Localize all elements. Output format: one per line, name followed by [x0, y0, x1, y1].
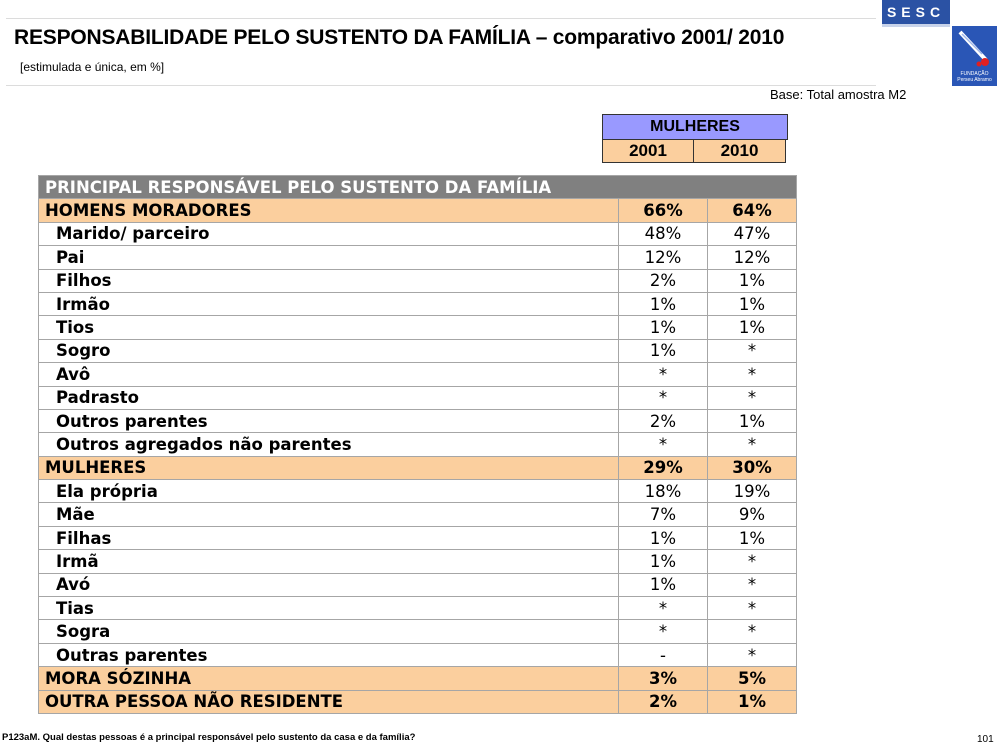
table-row [39, 550, 797, 573]
value-2010: * [708, 339, 797, 362]
row-label: Avó [39, 573, 619, 596]
group-row [39, 690, 797, 713]
row-label: Sogro [39, 339, 619, 362]
row-label: HOMENS MORADORES [39, 199, 619, 222]
value-2001: 48% [619, 222, 708, 245]
value-2001: 29% [619, 456, 708, 479]
header-group-label: MULHERES [602, 114, 788, 140]
value-2010: * [708, 386, 797, 409]
table-row [39, 433, 797, 456]
value-2001: * [619, 433, 708, 456]
row-label: Sogra [39, 620, 619, 643]
fundacao-emblem-icon [952, 26, 997, 71]
value-2001: 2% [619, 269, 708, 292]
table-row [39, 620, 797, 643]
value-2010: * [708, 433, 797, 456]
value-2001: 3% [619, 667, 708, 690]
row-label: Outros agregados não parentes [39, 433, 619, 456]
group-row [39, 199, 797, 222]
value-2001: 1% [619, 292, 708, 315]
row-label: Tios [39, 316, 619, 339]
value-2001: 7% [619, 503, 708, 526]
table-row [39, 386, 797, 409]
group-row [39, 667, 797, 690]
value-2001: 66% [619, 199, 708, 222]
value-2001: * [619, 363, 708, 386]
value-2010: 1% [708, 316, 797, 339]
table-row [39, 480, 797, 503]
row-label: Filhas [39, 526, 619, 549]
section-header-row [39, 176, 797, 199]
value-2001: 18% [619, 480, 708, 503]
data-table [38, 175, 797, 714]
table-row [39, 597, 797, 620]
row-label: Ela própria [39, 480, 619, 503]
row-label: Outros parentes [39, 409, 619, 432]
row-label: Tias [39, 597, 619, 620]
fundacao-logo-text: FUNDAÇÃO Perseu Abramo [957, 71, 992, 83]
value-2001: - [619, 643, 708, 666]
row-label: MORA SÓZINHA [39, 667, 619, 690]
value-2001: * [619, 620, 708, 643]
row-label: Irmão [39, 292, 619, 315]
value-2010: 47% [708, 222, 797, 245]
row-label: MULHERES [39, 456, 619, 479]
table-row [39, 292, 797, 315]
value-2010: * [708, 620, 797, 643]
value-2001: 1% [619, 526, 708, 549]
sesc-logo: SESC [882, 0, 950, 27]
value-2010: 9% [708, 503, 797, 526]
base-note: Base: Total amostra M2 [770, 87, 907, 102]
table-row [39, 643, 797, 666]
value-2001: 2% [619, 409, 708, 432]
value-2010: 12% [708, 246, 797, 269]
header-years [602, 140, 788, 163]
row-label: Outras parentes [39, 643, 619, 666]
section-title: PRINCIPAL RESPONSÁVEL PELO SUSTENTO DA FAMÍLIA [39, 176, 797, 199]
header-year-2010: 2010 [694, 140, 786, 163]
row-label: OUTRA PESSOA NÃO RESIDENTE [39, 690, 619, 713]
row-label: Mãe [39, 503, 619, 526]
value-2010: * [708, 363, 797, 386]
value-2001: 1% [619, 316, 708, 339]
header-year-2001: 2001 [602, 140, 694, 163]
value-2010: * [708, 550, 797, 573]
value-2010: * [708, 573, 797, 596]
footer-question: P123aM. Qual destas pessoas é a principal responsável pelo sustento da casa e da família? [2, 732, 416, 743]
value-2010: 19% [708, 480, 797, 503]
value-2010: 30% [708, 456, 797, 479]
value-2001: * [619, 386, 708, 409]
row-label: Filhos [39, 269, 619, 292]
value-2010: * [708, 597, 797, 620]
table-row [39, 573, 797, 596]
value-2010: 5% [708, 667, 797, 690]
value-2001: 2% [619, 690, 708, 713]
value-2001: 1% [619, 573, 708, 596]
table-row [39, 503, 797, 526]
table-row [39, 363, 797, 386]
value-2001: 1% [619, 339, 708, 362]
value-2001: 1% [619, 550, 708, 573]
table-row [39, 269, 797, 292]
value-2010: 1% [708, 526, 797, 549]
row-label: Padrasto [39, 386, 619, 409]
group-row [39, 456, 797, 479]
row-label: Irmã [39, 550, 619, 573]
page-number: 101 [977, 734, 994, 745]
value-2010: 64% [708, 199, 797, 222]
row-label: Marido/ parceiro [39, 222, 619, 245]
value-2001: * [619, 597, 708, 620]
value-2010: 1% [708, 409, 797, 432]
value-2001: 12% [619, 246, 708, 269]
row-label: Avô [39, 363, 619, 386]
value-2010: 1% [708, 269, 797, 292]
table-row [39, 246, 797, 269]
table-row [39, 222, 797, 245]
page-subtitle: [estimulada e única, em %] [20, 60, 165, 74]
value-2010: 1% [708, 690, 797, 713]
column-header [602, 114, 788, 163]
value-2010: 1% [708, 292, 797, 315]
fundacao-logo [952, 26, 997, 86]
value-2010: * [708, 643, 797, 666]
table-row [39, 316, 797, 339]
table-row [39, 526, 797, 549]
table-row [39, 339, 797, 362]
table-row [39, 409, 797, 432]
page-title: RESPONSABILIDADE PELO SUSTENTO DA FAMÍLIA – comparativo 2001/ 2010 [14, 26, 785, 49]
row-label: Pai [39, 246, 619, 269]
